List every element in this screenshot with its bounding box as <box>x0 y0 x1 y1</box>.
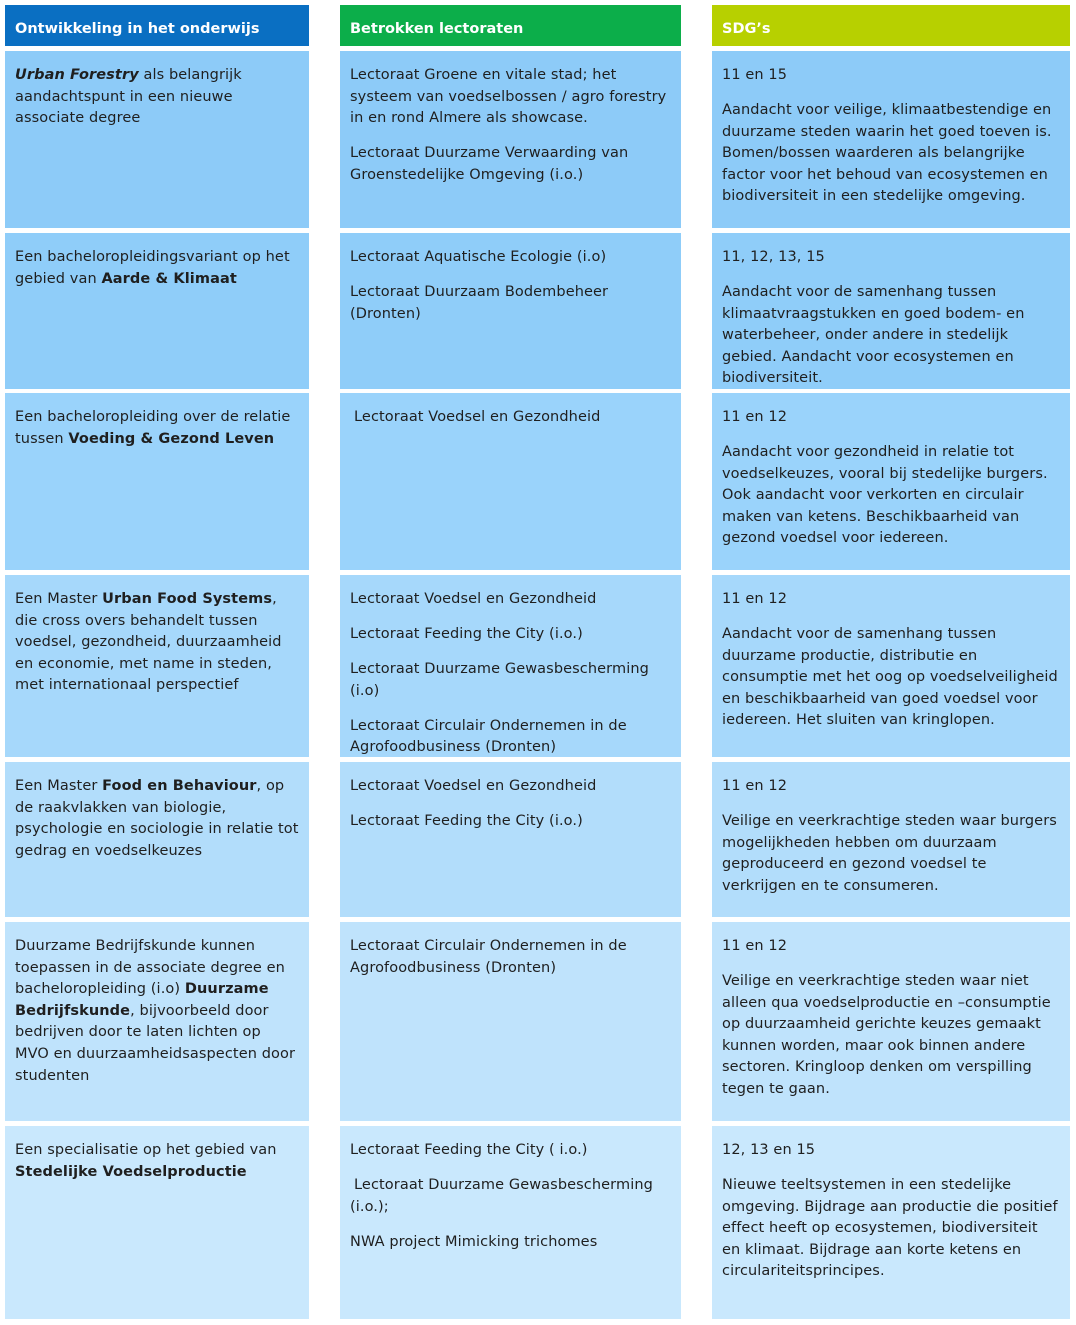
lectoraat-item: Lectoraat Duurzaam Bodembeheer (Dronten) <box>350 284 609 322</box>
lectoraten-cell-3 <box>340 393 681 570</box>
lectoraten-cell-1 <box>340 51 681 228</box>
edu-cell-5 <box>5 762 309 917</box>
edu-bold-7: Stedelijke Voedselproductie <box>15 1163 247 1180</box>
edu-bold-4: Urban Food Systems <box>102 591 273 607</box>
edu-pre-7: Een specialisatie op het gebied van <box>15 1142 277 1158</box>
lectoraten-cell-6 <box>340 922 681 1121</box>
edu-bold-1: Urban Forestry <box>15 67 139 83</box>
lectoraten-cell-4 <box>340 575 681 757</box>
edu-bold-6: Duurzame Bedrijfskunde <box>15 981 269 1019</box>
sdg-numbers: 11, 12, 13, 15 <box>722 249 825 265</box>
sdg-text: Nieuwe teeltsystemen in een stedelijke omgeving. Bijdrage aan productie die positief effect heeft op ecosystemen, biodiversiteit en klimaat. Bijdrage aan korte ketens en circulariteitsprincipes. <box>722 1177 1058 1280</box>
edu-pre-5: Een Master <box>15 778 103 794</box>
edu-post-1: als belangrijk aandachtspunt in een nieuwe associate degree <box>15 67 242 127</box>
edu-cell-2 <box>5 233 309 389</box>
sdg-text: Veilige en veerkrachtige steden waar niet alleen qua voedselproductie en –consumptie op duurzaamheid gerichte keuzes gemaakt kunnen worden, maar ook binnen andere sectoren. Kringloop denken om verspilling tegen te gaan. <box>722 973 1051 1098</box>
lectoraten-cell-2 <box>340 233 681 389</box>
edu-bold-2: Aarde & Klimaat <box>101 270 237 287</box>
lectoraat-item: Lectoraat Feeding the City ( i.o.) <box>350 1142 588 1158</box>
sdg-cell-1 <box>712 51 1070 228</box>
header-lectoraten: Betrokken lectoraten <box>340 5 681 46</box>
lectoraten-cell-7 <box>340 1126 681 1319</box>
sdg-numbers: 11 en 15 <box>722 67 788 83</box>
sdg-cell-7 <box>712 1126 1070 1319</box>
lectoraat-item: Lectoraat Aquatische Ecologie (i.o) <box>350 249 607 265</box>
lectoraat-item: Lectoraat Circulair Ondernemen in de Agrofoodbusiness (Dronten) <box>350 938 627 976</box>
sdg-cell-5 <box>712 762 1070 917</box>
edu-cell-4 <box>5 575 309 757</box>
edu-pre-6: Duurzame Bedrijfskunde kunnen toepassen in de associate degree en bacheloropleiding (i.o) <box>15 938 285 998</box>
lectoraat-item: Lectoraat Voedsel en Gezondheid <box>354 409 601 425</box>
edu-cell-3 <box>5 393 309 570</box>
sdg-cell-6 <box>712 922 1070 1121</box>
sdg-numbers: 12, 13 en 15 <box>722 1142 816 1158</box>
lectoraat-item: Lectoraat Feeding the City (i.o.) <box>350 813 583 830</box>
edu-cell-6 <box>5 922 309 1121</box>
lectoraat-item: Lectoraat Voedsel en Gezondheid <box>350 591 597 607</box>
edu-pre-4: Een Master <box>15 591 103 607</box>
edu-pre-2: Een bacheloropleidingsvariant op het gebied van <box>15 249 290 287</box>
sdg-numbers: 11 en 12 <box>722 778 788 794</box>
lectoraat-item: Lectoraat Voedsel en Gezondheid <box>350 778 597 794</box>
header-sdgs: SDG’s <box>712 5 1070 46</box>
lectoraat-item: Lectoraat Duurzame Gewasbescherming (i.o.); <box>350 1177 653 1215</box>
edu-bold-5: Food en Behaviour <box>102 778 257 794</box>
edu-post-6: , bijvoorbeeld door bedrijven door te laten lichten op MVO en duurzaamheidsaspecten door studenten <box>15 1002 296 1084</box>
lectoraat-item: Lectoraat Feeding the City (i.o.) <box>350 626 583 643</box>
lectoraat-item: Lectoraat Duurzame Verwaarding van Groenstedelijke Omgeving (i.o.) <box>350 145 629 183</box>
header-onderwijs: Ontwikkeling in het onderwijs <box>5 5 309 46</box>
sdg-text: Aandacht voor de samenhang tussen klimaatvraagstukken en goed bodem- en waterbeheer, onder andere in stedelijk gebied. Aandacht voor ecosystemen en biodiversiteit. <box>722 284 1025 387</box>
sdg-text: Aandacht voor veilige, klimaatbestendige en duurzame steden waarin het goed toeven is. Bomen/bossen waarderen als belangrijke factor voor het behoud van ecosystemen en biodiversiteit in een stedelijke omgeving. <box>722 102 1052 205</box>
sdg-text: Veilige en veerkrachtige steden waar burgers mogelijkheden hebben om duurzaam geproduceerd en gezond voedsel te verkrijgen en te consumeren. <box>722 813 1057 894</box>
sdg-cell-2 <box>712 233 1070 389</box>
sdg-cell-4 <box>712 575 1070 757</box>
lectoraat-item: Lectoraat Duurzame Gewasbescherming (i.o) <box>350 661 649 699</box>
sdg-cell-3 <box>712 393 1070 570</box>
sdg-text: Aandacht voor gezondheid in relatie tot voedselkeuzes, vooral bij stedelijke burgers. Ook aandacht voor verkorten en circulair maken van ketens. Beschikbaarheid van gezond voedsel voor iedereen. <box>722 444 1048 547</box>
sdg-numbers: 11 en 12 <box>722 591 788 607</box>
sdg-numbers: 11 en 12 <box>722 938 788 954</box>
edu-cell-7 <box>5 1126 309 1319</box>
lectoraten-cell-5 <box>340 762 681 917</box>
sdg-text: Aandacht voor de samenhang tussen duurzame productie, distributie en consumptie met het oog op voedselveiligheid en beschikbaarheid van goed voedsel voor iedereen. Het sluiten van kringlopen. <box>722 626 1058 729</box>
edu-pre-3: Een bacheloropleiding over de relatie tussen <box>15 409 291 447</box>
lectoraat-item: Lectoraat Groene en vitale stad; het systeem van voedselbossen / agro forestry in en rond Almere als showcase. <box>350 67 667 127</box>
edu-post-4: , die cross overs behandelt tussen voedsel, gezondheid, duurzaamheid en economie, met name in steden, met internationaal perspectief <box>15 591 282 694</box>
edu-post-5: , op de raakvlakken van biologie, psychologie en sociologie in relatie tot gedrag en voedselkeuzes <box>15 778 299 859</box>
lectoraat-item: Lectoraat Circulair Ondernemen in de Agrofoodbusiness (Dronten) <box>350 717 627 756</box>
edu-cell-1 <box>5 51 309 228</box>
edu-bold-3: Voeding & Gezond Leven <box>68 430 275 447</box>
sdg-numbers: 11 en 12 <box>722 409 788 425</box>
lectoraat-item: NWA project Mimicking trichomes <box>350 1233 598 1250</box>
